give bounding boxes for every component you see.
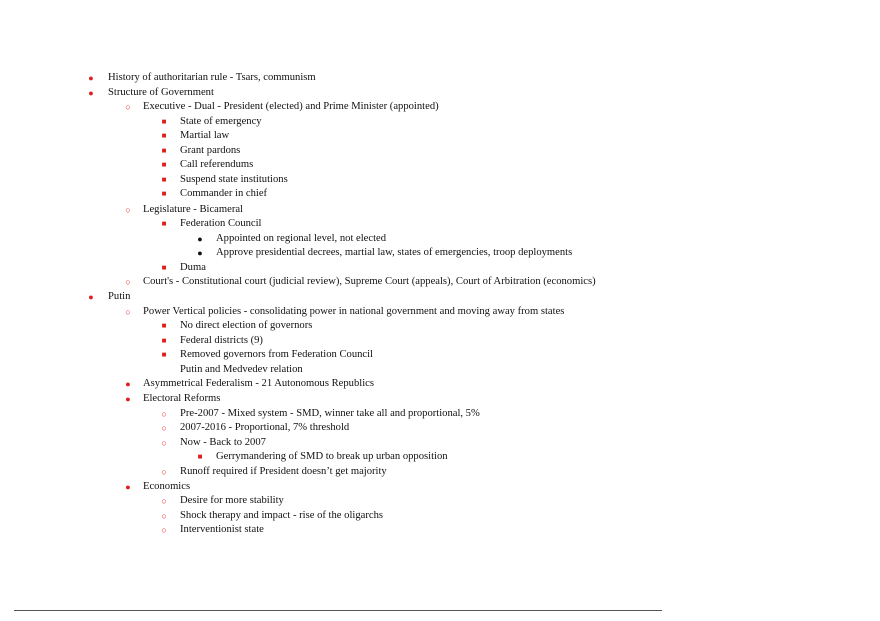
outline-item-text: Asymmetrical Federalism - 21 Autonomous Republics (143, 377, 374, 389)
red-square-bullet-icon: ■ (161, 160, 167, 169)
red-disc-bullet-icon: ● (88, 72, 94, 83)
red-circle-bullet-icon: ○ (125, 102, 131, 112)
red-circle-bullet-icon: ○ (125, 277, 131, 287)
red-disc-bullet-icon: ● (125, 481, 131, 492)
outline-item-text: Putin and Medvedev relation (180, 363, 303, 375)
red-circle-bullet-icon: ○ (125, 204, 131, 215)
outline-item-text: Appointed on regional level, not elected (216, 232, 387, 244)
red-circle-bullet-icon: ○ (161, 496, 167, 506)
outline-item-text: Removed governors from Federation Council (180, 349, 373, 360)
outline-item-text: No direct election of governors (180, 320, 313, 331)
outline-item-text: State of emergency (180, 115, 262, 127)
outline-item-text: Executive - Dual - President (elected) and Prime Minister (appointed) (143, 101, 439, 112)
outline-item-text: Commander in chief (180, 188, 268, 199)
red-circle-bullet-icon: ○ (161, 466, 167, 477)
red-circle-bullet-icon: ○ (161, 423, 167, 433)
red-square-bullet-icon: ■ (161, 146, 167, 155)
red-square-bullet-icon: ■ (161, 116, 167, 126)
red-square-bullet-icon: ■ (197, 452, 203, 461)
outline-item-text: Pre-2007 - Mixed system - SMD, winner take all and proportional, 5% (180, 407, 480, 419)
outline-item-text: Desire for more stability (180, 495, 284, 506)
outline-item-text: Duma (180, 262, 206, 273)
outline-item-text: History of authoritarian rule - Tsars, communism (108, 71, 316, 83)
outline-item-text: Now - Back to 2007 (180, 436, 266, 448)
outline-item-text: Legislature - Bicameral (143, 203, 244, 215)
red-square-bullet-icon: ■ (161, 175, 167, 184)
red-square-bullet-icon: ■ (161, 189, 167, 198)
outline-item-text: Federation Council (180, 218, 262, 229)
red-square-bullet-icon: ■ (161, 263, 167, 272)
outline-item-text: Electoral Reforms (143, 393, 221, 404)
red-square-bullet-icon: ■ (161, 131, 167, 140)
outline-item-text: Gerrymandering of SMD to break up urban opposition (216, 451, 448, 462)
outline-item-text: Runoff required if President doesn’t get majority (180, 465, 387, 477)
red-disc-bullet-icon: ● (125, 394, 131, 404)
red-square-bullet-icon: ■ (161, 321, 167, 330)
outline-item-text: Interventionist state (180, 524, 264, 535)
outline-item-text: Call referendums (180, 159, 254, 170)
black-disc-bullet-icon: ● (197, 233, 203, 244)
outline-item-text: Shock therapy and impact - rise of the oligarchs (180, 509, 383, 521)
red-circle-bullet-icon: ○ (161, 510, 167, 521)
footer-rule (14, 610, 662, 611)
outline-item-text: 2007-2016 - Proportional, 7% threshold (180, 422, 350, 433)
outline-item-text: Grant pardons (180, 145, 241, 156)
red-circle-bullet-icon: ○ (125, 307, 131, 317)
black-disc-bullet-icon: ● (197, 248, 203, 258)
outline-item-text: Putin (108, 291, 131, 302)
outline-item-text: Economics (143, 480, 191, 492)
red-circle-bullet-icon: ○ (161, 408, 167, 419)
outline-item-text: Federal districts (9) (180, 334, 263, 346)
red-disc-bullet-icon: ● (88, 292, 94, 302)
outline-item-text: Martial law (180, 130, 230, 141)
red-square-bullet-icon: ■ (161, 350, 167, 359)
red-disc-bullet-icon: ● (88, 87, 94, 98)
red-circle-bullet-icon: ○ (161, 525, 167, 535)
outline-item-text: Structure of Government (108, 86, 214, 98)
outline-item-text: Power Vertical policies - consolidating power in national government and moving away from states (143, 306, 565, 317)
outline-item-text: Approve presidential decrees, martial law, states of emergencies, troop deployments (216, 247, 573, 258)
red-circle-bullet-icon: ○ (161, 437, 167, 448)
red-disc-bullet-icon: ● (125, 378, 131, 389)
outline-item-text: Suspend state institutions (180, 174, 288, 185)
red-square-bullet-icon: ■ (161, 219, 167, 228)
red-square-bullet-icon: ■ (161, 335, 167, 345)
outline-item-text: Court's - Constitutional court (judicial review), Supreme Court (appeals), Court of Arbitration (economics) (143, 276, 596, 287)
